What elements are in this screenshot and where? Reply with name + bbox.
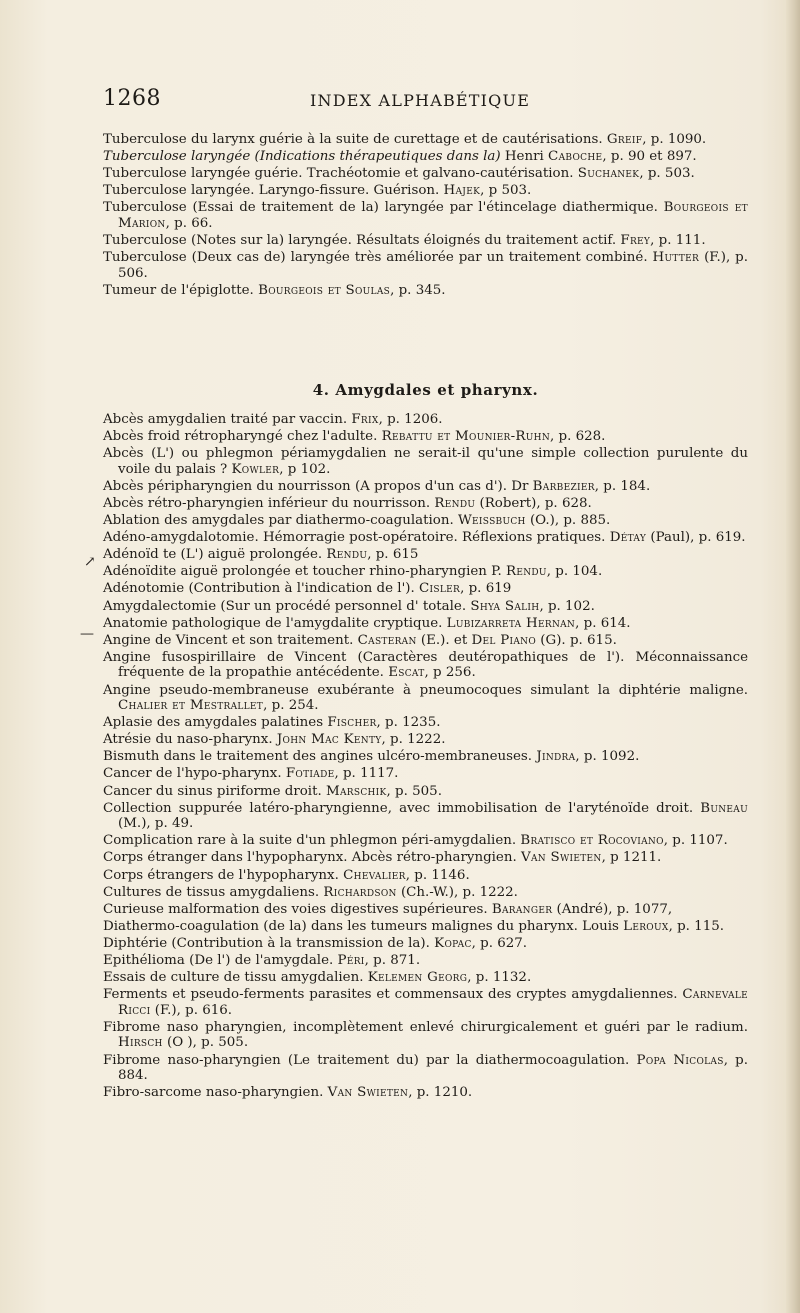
entry-author: Barbezier	[532, 478, 595, 494]
entry-reference: , p. 1210.	[408, 1085, 473, 1101]
entry-text: Epithélioma (De l') de l'amygdale.	[103, 953, 338, 968]
entry-author: Péri	[337, 953, 365, 968]
entry-text: Corps étrangers de l'hypopharynx.	[103, 867, 344, 883]
entry-author: Caboche	[548, 149, 603, 165]
page-number: 1268	[103, 86, 161, 111]
index-entry	[103, 166, 748, 182]
entry-author: Rendu	[505, 564, 547, 580]
entry-reference: , p. 1117.	[334, 766, 399, 782]
entry-reference: , p. 1107.	[663, 833, 728, 849]
entry-author: Frix	[351, 412, 379, 427]
entry-reference: , p. 1146.	[405, 867, 470, 883]
entry-reference: , p. 615	[367, 547, 419, 563]
entry-author: Bourgeois et Soulas	[258, 282, 391, 298]
entry-author: Leroux	[623, 918, 669, 934]
entry-author: Hutter	[652, 250, 700, 266]
entry-text: Essais de culture de tissu amygdalien.	[103, 970, 368, 986]
entry-reference: (Ch.-W.), p. 1222.	[396, 884, 518, 900]
entry-text: Adénoïdite aiguë prolongée et toucher rhino-pharyngien P.	[103, 564, 506, 580]
entry-reference: , p. 115.	[668, 918, 724, 934]
index-entry	[103, 429, 748, 445]
entry-author: Bourgeois et Marion	[118, 200, 748, 231]
entry-author: Suchanek	[577, 166, 640, 182]
entry-author: John Mac Kenty	[276, 732, 382, 748]
entry-reference: (Robert), p. 628.	[475, 495, 592, 511]
entry-reference: , p. 1206.	[378, 412, 443, 427]
entry-text: Amygdalectomie (Sur un procédé personnel d' totale.	[103, 598, 471, 614]
entry-text: Angine de Vincent et son traitement.	[103, 632, 358, 648]
entry-text: Fibrome naso-pharyngien (Le traitement du) par la diathermocoagulation.	[103, 1052, 637, 1068]
index-entries-tonsils-pharynx	[103, 412, 748, 1102]
margin-dash-mark: —	[80, 626, 94, 642]
entry-reference: , p. 254.	[263, 698, 319, 714]
running-title: INDEX ALPHABÉTIQUE	[310, 91, 531, 110]
entry-text: Tuberculose (Essai de traitement de la) laryngée par l'étincelage diathermique.	[103, 200, 664, 216]
entry-reference: , p. 505.	[386, 783, 442, 799]
index-entry	[103, 902, 748, 918]
index-entry	[103, 412, 748, 428]
entry-reference: , p. 1235.	[376, 715, 441, 731]
entry-reference: (O.), p. 885.	[525, 513, 611, 529]
index-entry	[103, 936, 748, 952]
index-entry	[103, 715, 748, 731]
entry-author: Cisler	[419, 581, 461, 597]
entry-text: Tuberculose du larynx guérie à la suite de curettage et de cautérisations.	[103, 132, 607, 147]
entry-author: Bratisco et Rocoviano	[520, 833, 664, 849]
entry-text: Abcès (L') ou phlegmon périamygdalien ne serait-il qu'une simple collection purulente du voile du palais ?	[103, 446, 748, 477]
entry-author: Popa Nicolas	[636, 1052, 724, 1068]
entry-reference: , p 256.	[424, 665, 476, 681]
index-entry	[103, 868, 748, 884]
entry-reference: , p. 184.	[594, 478, 651, 494]
entry-author: Hirsch	[118, 1035, 163, 1051]
entry-reference: , p. 111.	[650, 233, 706, 249]
index-entry	[103, 446, 748, 477]
page-edge	[786, 0, 800, 1313]
index-entry	[103, 1085, 748, 1101]
index-entry	[103, 616, 748, 632]
entry-author: Escat	[388, 665, 425, 681]
section-heading: 4. Amygdales et pharynx.	[312, 381, 539, 399]
entry-reference: , p. 1090.	[642, 132, 707, 147]
index-entry	[103, 650, 748, 681]
index-entry	[103, 766, 748, 782]
entry-text: Adéno-amygdalotomie. Hémorragie post-opératoire. Réflexions pratiques.	[103, 530, 610, 546]
entry-reference: , p. 104.	[546, 564, 603, 580]
entry-author: Chevalier	[343, 867, 406, 883]
entry-text: Atrésie du naso-pharynx.	[103, 732, 277, 748]
entry-reference: (Paul), p. 619.	[646, 530, 746, 546]
index-entry	[103, 919, 748, 935]
entry-reference: , p. 1132.	[467, 970, 532, 986]
entry-text: Ferments et pseudo-ferments parasites et commensaux des cryptes amygdaliennes.	[103, 987, 683, 1003]
entry-author: Shya Salih	[470, 598, 540, 614]
entry-text: Abcès amygdalien traité par vaccin.	[103, 412, 352, 427]
entry-reference: , p. 345.	[390, 282, 446, 298]
entry-author: Kelemen Georg	[367, 970, 468, 986]
entry-text: Tuberculose (Notes sur la) laryngée. Résultats éloignés du traitement actif.	[103, 233, 621, 249]
index-entry	[103, 530, 748, 546]
entry-text: Adénoïd te (L') aiguë prolongée.	[103, 547, 327, 563]
index-entry	[103, 599, 748, 615]
index-entry	[103, 496, 748, 512]
entry-text: Tuberculose laryngée. Laryngo-fissure. Guérison.	[103, 183, 444, 199]
entry-author: Richardson	[323, 884, 397, 900]
entry-author: Van Swieten	[520, 850, 602, 866]
entry-reference: , p. 871.	[364, 953, 421, 968]
index-entry	[103, 953, 748, 969]
entry-reference: , p. 1092.	[575, 749, 640, 765]
entry-author: Rendu	[434, 495, 476, 511]
entry-reference: (G). p. 615.	[536, 632, 617, 648]
index-entry	[103, 513, 748, 529]
entry-author: Kopac	[434, 935, 472, 951]
entry-text: Cultures de tissus amygdaliens.	[103, 884, 324, 900]
entry-text: Abcès péripharyngien du nourrisson (A propos d'un cas d'). Dr	[103, 478, 533, 494]
entry-text: Complication rare à la suite d'un phlegmon péri-amygdalien.	[103, 833, 521, 849]
entry-author: Del Piano	[471, 632, 537, 648]
entry-reference: , p. 614.	[575, 615, 631, 631]
entry-text: Tuberculose (Deux cas de) laryngée très améliorée par un traitement combiné.	[103, 250, 653, 266]
entry-author: Buneau	[700, 800, 748, 816]
entry-text: Adénotomie (Contribution à l'indication de l').	[103, 581, 419, 597]
entry-reference: , p. 628.	[550, 429, 606, 445]
entry-reference: , p. 884.	[118, 1052, 749, 1084]
entry-author: Marschik	[325, 783, 387, 799]
index-entry	[103, 987, 748, 1018]
entry-reference: (O ), p. 505.	[162, 1035, 249, 1051]
entry-author: Rebattu et Mounier-Ruhn	[381, 429, 551, 445]
index-entry	[103, 149, 748, 165]
entry-reference: (André), p. 1077,	[552, 901, 673, 917]
entry-author: Van Swieten	[327, 1085, 409, 1101]
index-entry	[103, 547, 748, 563]
entry-reference: (F.), p. 506.	[118, 250, 748, 281]
entry-reference: , p. 90 et 897.	[602, 149, 697, 165]
entry-text: Cancer de l'hypo-pharynx.	[103, 766, 286, 782]
entry-text: Fibro-sarcome naso-pharyngien.	[103, 1085, 328, 1101]
entry-text: Diathermo-coagulation (de la) dans les tumeurs malignes du pharynx. Louis	[103, 918, 624, 934]
entry-author: Fotiade	[285, 766, 335, 782]
entry-author: Rendu	[326, 547, 368, 563]
index-entry	[103, 885, 748, 901]
entry-author: Casteran	[357, 632, 417, 648]
index-entry	[103, 1020, 748, 1051]
entry-text: Fibrome naso pharyngien, incomplètement enlevé chirurgicalement et guéri par le radium.	[103, 1019, 748, 1035]
entry-author: Détay	[609, 530, 647, 546]
entry-text: Bismuth dans le traitement des angines ulcéro-membraneuses.	[103, 749, 537, 765]
entry-text: Curieuse malformation des voies digestives supérieures.	[103, 901, 492, 917]
index-entry	[103, 200, 748, 231]
entry-reference: (E.). et	[416, 632, 472, 648]
entry-author: Kowler	[231, 461, 280, 477]
index-entry	[103, 801, 748, 832]
entry-reference: , p 1211.	[601, 850, 662, 866]
entry-text: Collection suppurée latéro-pharyngienne, avec immobilisation de l'aryténoïde droit.	[103, 800, 701, 816]
entry-text: Anatomie pathologique de l'amygdalite cryptique.	[103, 615, 447, 631]
entry-title-italic: Tuberculose laryngée (Indications thérapeutiques dans la)	[103, 149, 501, 165]
entry-author: Fischer	[327, 715, 377, 731]
entry-author: Jindra	[536, 749, 576, 765]
entry-author: Carnevale Ricci	[118, 987, 748, 1018]
entry-text: Angine fusospirillaire de Vincent (Caractères deutéropathiques de l'). Méconnaissance fréquente de la propathie antécédente.	[103, 649, 748, 681]
entry-reference: , p 102.	[279, 461, 331, 477]
entry-text: Tumeur de l'épiglotte.	[103, 282, 259, 298]
index-entry	[103, 283, 748, 299]
entry-text: Cancer du sinus piriforme droit.	[103, 783, 326, 799]
index-entry	[103, 683, 748, 714]
page-header	[103, 86, 743, 116]
entry-author: Frey	[620, 233, 651, 249]
entry-reference: (M.), p. 49.	[118, 816, 194, 832]
entry-reference: , p. 619	[460, 581, 512, 597]
entry-text: Abcès froid rétropharyngé chez l'adulte.	[103, 429, 382, 445]
index-entry	[103, 564, 748, 580]
entry-author: Lubizarreta Hernan	[446, 615, 576, 631]
entry-reference: , p. 627.	[471, 935, 528, 951]
index-entry	[103, 749, 748, 765]
entry-author: Greif	[606, 132, 643, 147]
entry-author: Weissbuch	[457, 513, 526, 529]
index-entry	[103, 850, 748, 866]
entry-reference: , p. 503.	[639, 166, 695, 182]
entry-text: Diphtérie (Contribution à la transmission de la).	[103, 935, 435, 951]
entry-reference: (F.), p. 616.	[150, 1002, 233, 1018]
index-entry	[103, 581, 748, 597]
entry-text: Ablation des amygdales par diathermo-coagulation.	[103, 513, 458, 529]
entry-text: Henri	[500, 149, 549, 165]
entry-author: Hajek	[443, 183, 481, 199]
index-entry	[103, 479, 748, 495]
index-entry	[103, 1053, 748, 1084]
entry-reference: , p. 1222.	[381, 732, 446, 748]
entry-text: Tuberculose laryngée guérie. Trachéotomie et galvano-cautérisation.	[103, 166, 578, 182]
index-entry	[103, 833, 748, 849]
entry-text: Corps étranger dans l'hypopharynx. Abcès rétro-pharyngien.	[103, 850, 521, 866]
entry-author: Chalier et Mestrallet	[118, 698, 264, 714]
entry-text: Angine pseudo-membraneuse exubérante à pneumocoques simulant la diphtérie maligne.	[103, 682, 748, 698]
entry-text: Aplasie des amygdales palatines	[103, 715, 328, 731]
index-entry	[103, 784, 748, 800]
index-entry	[103, 183, 748, 199]
index-entry	[103, 732, 748, 748]
entry-reference: , p. 102.	[539, 598, 595, 614]
index-entry	[103, 633, 748, 649]
entry-author: Baranger	[491, 901, 553, 917]
index-entry	[103, 970, 748, 986]
index-entry	[103, 250, 748, 281]
margin-arrow-mark: ↗	[84, 554, 96, 570]
index-entries-laryngology	[103, 132, 748, 300]
entry-text: Abcès rétro-pharyngien inférieur du nourrisson.	[103, 495, 435, 511]
entry-reference: , p. 66.	[165, 215, 213, 231]
index-entry	[103, 132, 748, 148]
entry-reference: , p 503.	[480, 183, 532, 199]
index-entry	[103, 233, 748, 249]
